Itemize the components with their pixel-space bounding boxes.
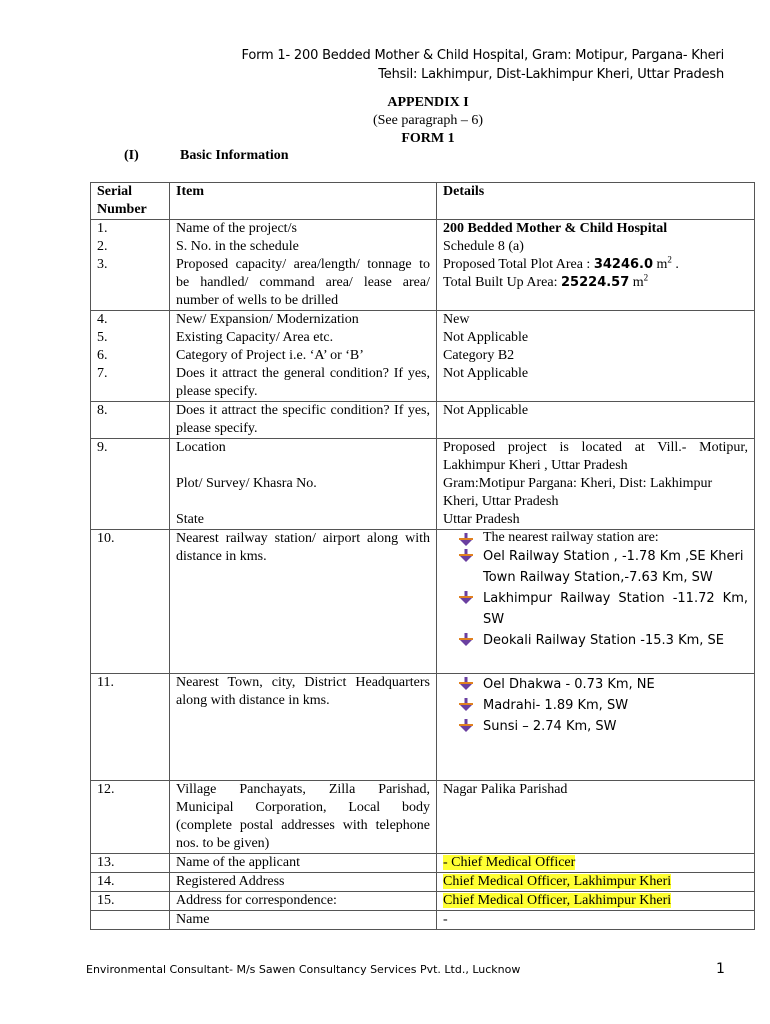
basic-information-table xyxy=(90,182,755,930)
row-5-item: Existing Capacity/ Area etc. xyxy=(176,330,334,345)
row-4-number: 4. xyxy=(97,312,108,327)
list-item: Deokali Railway Station -15.3 Km, SE xyxy=(459,630,748,651)
row-4-details: New xyxy=(443,312,470,327)
row-details xyxy=(437,220,755,311)
list-item: Oel Railway Station , -1.78 Km ,SE Kheri Town Railway Station,-7.63 Km, SW xyxy=(459,546,748,588)
arrow-bullet-icon xyxy=(459,549,473,563)
row-2-item: S. No. in the schedule xyxy=(176,239,299,254)
header-line-2: Tehsil: Lakhimpur, Dist-Lakhimpur Kheri, Uttar Pradesh xyxy=(378,67,724,82)
arrow-bullet-icon xyxy=(459,677,473,691)
arrow-bullet-icon xyxy=(459,591,473,605)
row-1-details: 200 Bedded Mother & Child Hospital xyxy=(443,221,668,236)
arrow-bullet-icon xyxy=(459,533,473,547)
row-12-number: 12. xyxy=(91,781,170,854)
row-13-details: - Chief Medical Officer xyxy=(443,855,576,870)
section-number: (I) xyxy=(124,148,139,163)
row-1-number: 1. xyxy=(97,221,108,236)
header-details: Details xyxy=(437,183,755,220)
row-7-item: Does it attract the general condition? If yes, please specify. xyxy=(176,366,430,399)
row-15-name-item: Name xyxy=(170,911,437,930)
form-title: FORM 1 xyxy=(401,131,455,146)
row-15-details: Chief Medical Officer, Lakhimpur Kheri xyxy=(443,893,672,908)
row-4-item: New/ Expansion/ Modernization xyxy=(176,312,359,327)
table-row-4-7 xyxy=(91,311,755,402)
row-14-item: Registered Address xyxy=(170,873,437,892)
row-number xyxy=(91,220,170,311)
page-number: 1 xyxy=(716,961,725,977)
header-item: Item xyxy=(170,183,437,220)
row-14-number: 14. xyxy=(91,873,170,892)
row-9-plot-item: Plot/ Survey/ Khasra No. xyxy=(176,476,317,491)
table-row-9 xyxy=(91,439,755,530)
table-row-13 xyxy=(91,854,755,873)
table-row-14 xyxy=(91,873,755,892)
row-8-number: 8. xyxy=(91,402,170,439)
nearest-town-list xyxy=(437,674,748,737)
header-line-1: Form 1- 200 Bedded Mother & Child Hospital, Gram: Motipur, Pargana- Kheri xyxy=(241,48,724,63)
table-header-row xyxy=(91,183,755,220)
row-2-details: Schedule 8 (a) xyxy=(443,239,524,254)
row-2-number: 2. xyxy=(97,239,108,254)
table-row-12 xyxy=(91,781,755,854)
row-5-number: 5. xyxy=(97,330,108,345)
row-13-number: 13. xyxy=(91,854,170,873)
list-item: Sunsi – 2.74 Km, SW xyxy=(459,716,748,737)
row-13-item: Name of the applicant xyxy=(170,854,437,873)
row-12-details: Nagar Palika Parishad xyxy=(437,781,755,854)
row-8-item: Does it attract the specific condition? If yes, please specify. xyxy=(170,402,437,439)
arrow-bullet-icon xyxy=(459,633,473,647)
row-9-state-details: Uttar Pradesh xyxy=(443,512,520,527)
row-6-item: Category of Project i.e. ‘A’ or ‘B’ xyxy=(176,348,364,363)
row-6-number: 6. xyxy=(97,348,108,363)
table-row-8 xyxy=(91,402,755,439)
arrow-bullet-icon xyxy=(459,698,473,712)
row-10-item: Nearest railway station/ airport along with distance in kms. xyxy=(170,530,437,674)
footer-text: Environmental Consultant- M/s Sawen Consultancy Services Pvt. Ltd., Lucknow xyxy=(86,963,521,976)
row-6-details: Category B2 xyxy=(443,348,515,363)
row-item xyxy=(170,220,437,311)
row-7-number: 7. xyxy=(97,366,108,381)
table-row-15 xyxy=(91,892,755,911)
row-15-number: 15. xyxy=(91,892,170,911)
list-item: The nearest railway station are: xyxy=(459,530,748,546)
table-row-10 xyxy=(91,530,755,674)
row-10-number: 10. xyxy=(91,530,170,674)
row-9-state-item: State xyxy=(176,512,204,527)
row-3-built-area: Total Built Up Area: 25224.57 $m^2$ xyxy=(443,272,649,290)
section-title: Basic Information xyxy=(180,148,289,163)
table-row-15-name xyxy=(91,911,755,930)
row-9-number: 9. xyxy=(91,439,170,530)
appendix-title: APPENDIX I xyxy=(387,95,469,110)
row-14-details: Chief Medical Officer, Lakhimpur Kheri xyxy=(443,874,672,889)
row-1-item: Name of the project/s xyxy=(176,221,297,236)
appendix-reference: (See paragraph – 6) xyxy=(372,113,483,128)
row-11-item: Nearest Town, city, District Headquarters along with distance in kms. xyxy=(170,674,437,781)
railway-station-list xyxy=(437,530,748,651)
row-12-item: Village Panchayats, Zilla Parishad, Municipal Corporation, Local body (complete postal addresses with telephone nos. to be given) xyxy=(170,781,437,854)
row-5-details: Not Applicable xyxy=(443,330,529,345)
row-3-number: 3. xyxy=(97,257,108,272)
row-15-item: Address for correspondence: xyxy=(170,892,437,911)
row-9-item: Location xyxy=(176,440,226,455)
row-15-name-details: - xyxy=(437,911,755,930)
row-3-plot-area: Proposed Total Plot Area : 34246.0 $m^2$ . xyxy=(443,254,679,272)
list-item: Madrahi- 1.89 Km, SW xyxy=(459,695,748,716)
row-11-number: 11. xyxy=(91,674,170,781)
row-7-details: Not Applicable xyxy=(443,366,529,381)
row-3-item: Proposed capacity/ area/length/ tonnage to be handled/ command area/ lease area/ number of wells to be drilled xyxy=(176,257,430,308)
row-9-plot-details: Gram:Motipur Pargana: Kheri, Dist: Lakhimpur Kheri, Uttar Pradesh xyxy=(443,476,713,509)
table-row-1 xyxy=(91,220,755,311)
row-8-details: Not Applicable xyxy=(437,402,755,439)
table-row-11 xyxy=(91,674,755,781)
list-item: Oel Dhakwa - 0.73 Km, NE xyxy=(459,674,748,695)
header-serial-number: Serial Number xyxy=(91,183,170,220)
row-9-location-details: Proposed project is located at Vill.- Motipur, Lakhimpur Kheri , Uttar Pradesh xyxy=(443,440,748,473)
arrow-bullet-icon xyxy=(459,719,473,733)
list-item: Lakhimpur Railway Station -11.72 Km, SW xyxy=(459,588,748,630)
